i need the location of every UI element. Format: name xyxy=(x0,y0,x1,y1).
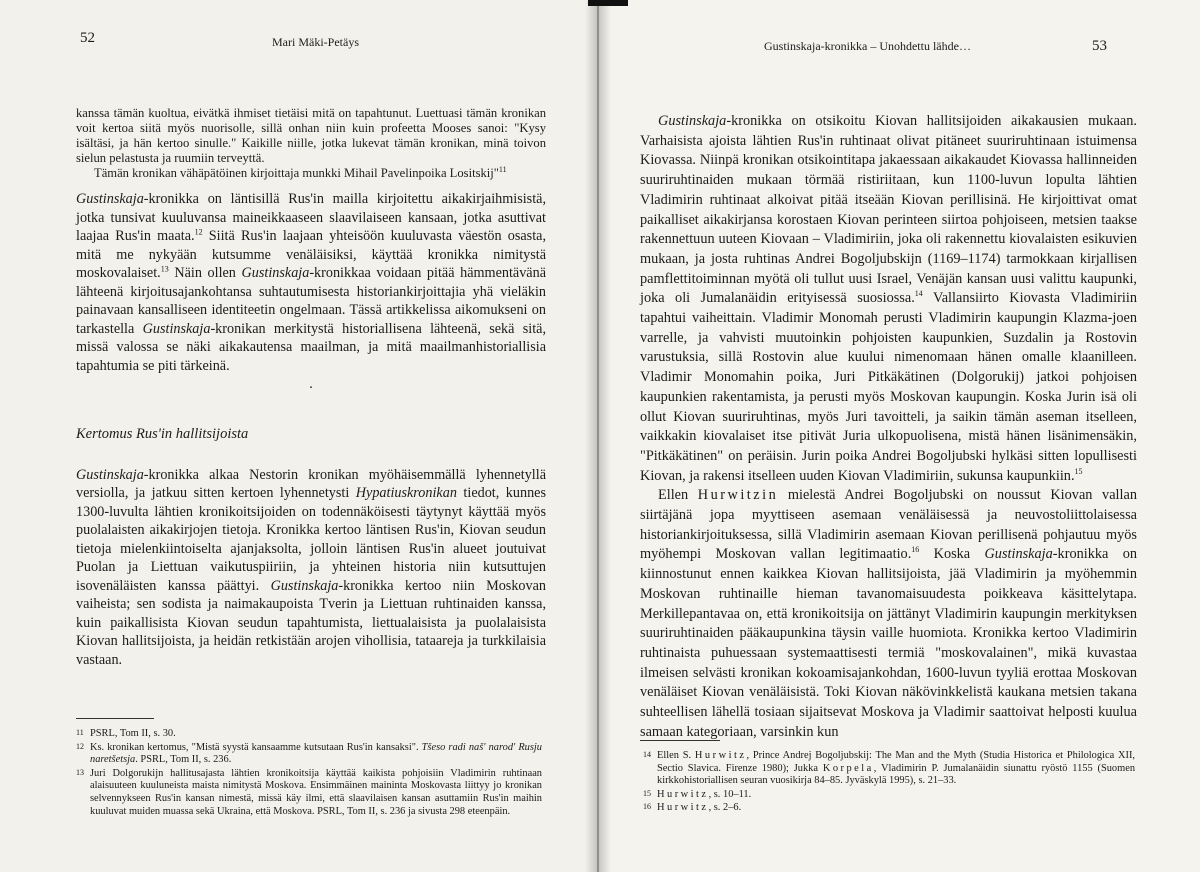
page-number: 53 xyxy=(1092,38,1107,54)
footnote-ref: 13 xyxy=(160,264,169,274)
paragraph: Gustinskaja-kronikka on läntisillä Rus'in mailla kirjoitettu aikakirjaihmisistä, jotka tunsivat kuuluvansa maineikkaaseen slaavilaiseen kansaan, jotka asuttivat laajaa Rus'in maata.$^{12}$ Siitä Rus'in laajaan yhteisöön kuuluvasta väestön osasta, mitä me nykyään kutsumme venäläisiksi, käyttää kronikka nimitystä moskovalaiset.$^{13}$ Näin ollen Gustinskaja-kronikkaa voidaan pitää hämmentävänä lähteenä kirjoitusajankohtansa suhtautumisesta historiankirjoittajia yhä vieläkin painavaan kansalliseen identiteetin ongelmaan. Tässä artikkelissa aikomukseni on tarkastella Gustinskaja-kronikan merkitystä historiallisena lähteenä, sekä sitä, missä valossa se näki aikakautensa maailman, ja mitä maailmanhistoriallisia tapahtumia se piti tärkeinä. xyxy=(76,191,547,374)
footnote: 12 Ks. kronikan kertomus, "Mistä syystä kansaamme kutsutaan Rus'in kansaksi". Tšeso radi naš' narod' Rusju naretšetsja. PSRL, Tom II, s. 236. xyxy=(76,741,542,766)
footnote: 13 Juri Dolgorukijn hallitusajasta lähtien kronikoitsija käyttää kaikista pohjoisiin Vladimirin ruhtinaan alaisuuteen kuuluneista maista nimitystä Moskova. Ensimmäinen maininta Moskovasta liittyy jo kronikan selvennykseen Rus'in kansan nimestä, missä käy ilmi, että slaavilaisen kansan asuttamiin Rus'in maihin kuuluvat muiden muassa sekä Ukraina, että Moskova. PSRL, Tom II, s. 236 ja sivusta 298 eteenpäin. xyxy=(76,767,542,817)
footnote: 15 Hurwitz, s. 10–11. xyxy=(643,788,752,800)
left-page xyxy=(0,0,598,872)
footnote-ref: 15 xyxy=(1074,466,1083,476)
block-quote: kanssa tämän kuoltua, eivätkä ihmiset tietäisi mitä on tapahtunut. Luettuasi tämän kronikan voit kertoa siitä myös nuorisolle, sillä onhan niin kuin profeetta Mooses sanoi: "Kysy isältäsi, ja hän kertoo sinulle." Kaikille niille, jotka lukevat tämän kronikan, minä toivon sielun pelastusta ja ruumiin terveyttä. xyxy=(76,106,546,165)
author-line: Tämän kronikan vähäpätöinen kirjoittaja munkki Mihail Pavelinpoika Lositskij"$^{11}$ xyxy=(94,164,507,180)
binding-edge xyxy=(588,0,628,6)
footnote: 14 Ellen S. Hurwitz, Prince Andrej Bogoljubskij: The Man and the Myth (Studia Historica et Philologica XII, Sectio Slavica. Firenze 1980); Jukka Korpela, Vladimirin P. Jumalanäidin siunattu ryöstö 1155 (Suomen kirkkohistoriallisen seuran vuosikirja 84–85. Jyväskylä 1995), s. 21–33. xyxy=(643,750,1136,787)
separator-dot: · xyxy=(308,380,314,396)
left-body xyxy=(76,106,546,669)
paragraph: Ellen Hurwitzin mielestä Andrei Bogoljubski on noussut Kiovan vallan siirtäjänä jopa myyttiseen asemaan venäläisessä ja neuvostoliittolaisessa historiankirjoituksessa, sillä Vladimirin asemaan Kiovan perillisenä pohjautuu myös myöhempi Moskovan vallan legitimaatio.$^{16}$ Koska Gustinskaja-kronikka on kiinnostunut ennen kaikkea Kiovan hallitsijoista, jää Vladimirin ja myöhemmin Moskovan ruhtinaille hieman tavanomaisuudesta poikkeava käsittelytapa. Merkillepantavaa on, että kronikoitsija on jättänyt Vladimirin kaupungin merkityksen suuriruhtinaiden pääkaupunkina täysin vaille huomiota. Kronikka kertoo Vladimirin ruhtinaista puhuessaan systemaattisesti termiä "moskovalainen", mikä kuvastaa ilmeisen selvästi kronikan kokoamisajankohdan, 1600-luvun tyyliä erottaa Moskovan venäläiset Kiovan venäläisistä. Toki Kiovan näkövinkkelistä kaukana metsien takana suhteellisen lähellä tosiaan sijaitsevat Moskova ja Vladimir saattoivat helposti kuulua samaan kategoriaan, varsinkin kun xyxy=(640,487,1137,740)
running-head: Mari Mäki-Petäys xyxy=(272,35,359,49)
page-number: 52 xyxy=(80,30,95,46)
footnote: 11 PSRL, Tom II, s. 30. xyxy=(76,728,176,739)
footnote-ref: 12 xyxy=(194,227,203,237)
footnote-rule xyxy=(640,740,720,741)
footnote-ref: 11 xyxy=(498,164,507,174)
running-head: Gustinskaja-kronikka – Unohdettu lähde… xyxy=(764,39,971,53)
footnote-rule xyxy=(76,718,154,719)
gutter-shadow xyxy=(585,0,611,872)
footnote-ref: 14 xyxy=(914,289,923,299)
footnotes xyxy=(643,750,1136,816)
footnote: 16 Hurwitz, s. 2–6. xyxy=(643,802,742,814)
right-body xyxy=(640,112,1137,743)
section-heading: Kertomus Rus'in hallitsijoista xyxy=(76,426,249,442)
footnotes xyxy=(76,728,542,819)
footnote-ref: 16 xyxy=(911,545,920,555)
paragraph: Gustinskaja-kronikka alkaa Nestorin kronikan myöhäisemmällä lyhennetyllä versiolla, ja jatkuu sitten kertoen lyhennetysti Hypatiuskronikan tiedot, kunnes 1300-luvulta lähtien kronikoitsijoiden on todennäköisesti täytynyt käyttää myös puolalaisten aikakirjojen tietoja. Kronikka kertoo läntisen Rus'in, Kiovan seudun tietoja mielenkiintoiselta ajanjaksolta, jolloin läntisen Rus'in alueet joutuivat Puolan ja Liettuan vaikutuspiiriin, ja yhteinen historia niin kutsuttujen isovenäläisten kanssa päättyi. Gustinskaja-kronikka kertoo niin Moskovan vaiheista; sen sodista ja naimakaupoista Tverin ja Liettuan ruhtinaiden kanssa, kuin paikallisista Kiovan seudun tapahtumista, liettualaisista ja puolalaisista Kiovan hallitsijoista, ja heidän retkistään arojen vihollisia, tataareja ja turkkilaisia vastaan. xyxy=(76,466,546,668)
paragraph: Gustinskaja-kronikka on otsikoitu Kiovan hallitsijoiden aikakausien mukaan. Varhaisista ajoista lähtien Rus'in ruhtinaat olivat pitäneet suuriruhtinaan istuimensa Kiovassa. Niinpä kronikan otsikointitapa jakaessaan aikakaudet Kiovassa hallinneiden suuriruhtinaiden mukaan törmää ristiriitaan, kun 1100-luvun lopulta lähtien Vladimirin ruhtinaat alkoivat pitää itseään Kiovan perillisinä. He kirjoittivat omat paikalliset aikakirjansa korostaen Kiovan perinteen siirtoa pohjoiseen, metsien taakse rakennettuun uuteen Kiovaan – Vladimiriin, joka oli rakennettu kiovalaisten esikuvien mukaan, ja josta ruhtinas Andrei Bogoljubskijn (1169–1174) tarmokkaan kirjallisen pamflettitoiminnan myötä oli tullut uusi Israel, Venäjän kansan uusi valittu kaupunki, joka oli Jumalanäidin erityisessä suosiossa.$^{14}$ Vallansiirto Kiovasta Vladimiriin tapahtui vaiheittain. Vladimir Monomah perusti Vladimirin kaupungin Klazma-joen varrelle, ja vahvisti muutoinkin pohjoisten kaupunkien, Suzdalin ja Rostovin varustuksia, sillä Rostovin alue kuului nimenomaan hänen omalle klaanilleen. Vladimir Monomahin poika, Juri Pitkäkätinen (Dolgorukij) jatkoi pohjoisen kaupunkien rakentamista, ja perusti myös Moskovan kaupungin. Koska Jurin isä oli ollut Kiovan suuriruhtinas, myös Juri tavoitteli, ja saikin tämän aseman itselleen, vaikkakin kiovalaiset itse pitivät Juria ulkopuolisena, mistä hänen lisänimensäkin, "Pitkäkätinen" on peräisin. Jurin poika Andrei Bogoljubski hylkäsi sitten lopullisesti Kiovan, ja rakensi itselleen uuden Kiovan Vladimiriin, sukunsa kaupunkiin.$^{15}$ xyxy=(640,113,1137,484)
